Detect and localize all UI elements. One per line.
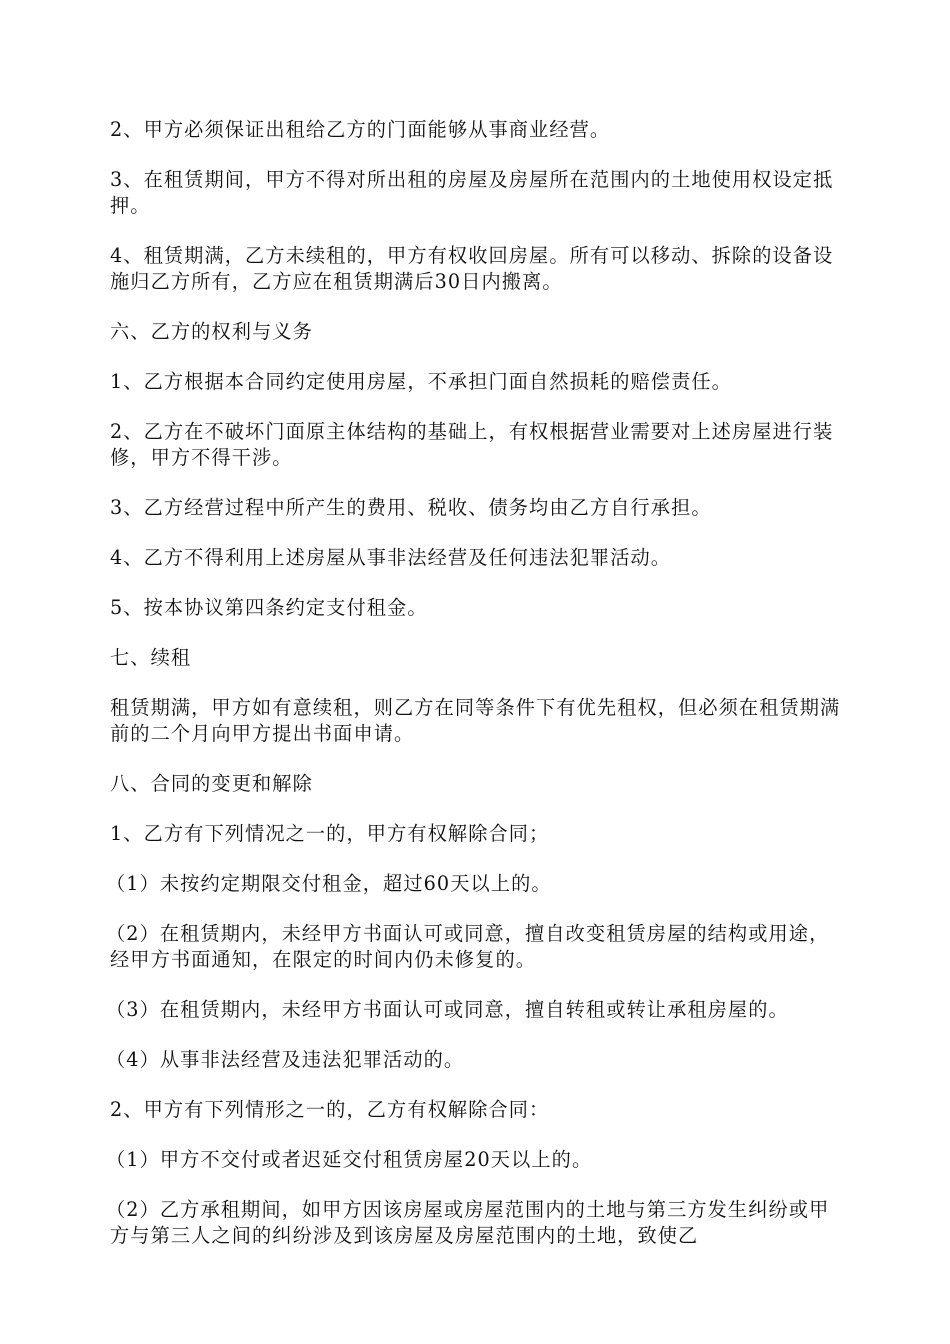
clause-8-1-sub-1: （1）未按约定期限交付租金，超过60天以上的。 — [106, 872, 552, 895]
clause-8-1-sub-2: （2）在租赁期内，未经甲方书面认可或同意，擅自改变租赁房屋的结构或用途，经甲方书面通知，在限定的时间内仍未修复的。 — [106, 922, 830, 971]
clause-7-text: 租赁期满，甲方如有意续租，则乙方在同等条件下有优先租权，但必须在租赁期满前的二个月向甲方提出书面申请。 — [110, 696, 841, 745]
clause-5-item-3: 3、在租赁期间，甲方不得对所出租的房屋及房屋所在范围内的土地使用权设定抵押。 — [110, 168, 834, 217]
section-heading-6: 六、乙方的权利与义务 — [110, 320, 313, 343]
section-heading-8: 八、合同的变更和解除 — [110, 772, 313, 795]
document-body — [106, 117, 845, 1273]
clause-6-item-5: 5、按本协议第四条约定支付租金。 — [110, 596, 428, 619]
clause-6-item-4: 4、乙方不得利用上述房屋从事非法经营及任何违法犯罪活动。 — [110, 546, 672, 569]
clause-8-1-sub-3: （3）在租赁期内，未经甲方书面认可或同意，擅自转租或转让承租房屋的。 — [106, 998, 789, 1021]
clause-6-item-2: 2、乙方在不破坏门面原主体结构的基础上，有权根据营业需要对上述房屋进行装修，甲方不得干涉。 — [110, 420, 834, 469]
clause-8-1-sub-4: （4）从事非法经营及违法犯罪活动的。 — [106, 1048, 465, 1071]
clause-8-2-sub-2: （2）乙方承租期间，如甲方因该房屋或房屋范围内的土地与第三方发生纠纷或甲方与第三人之间的纠纷涉及到该房屋及房屋范围内的土地，致使乙 — [106, 1198, 830, 1247]
clause-8-2-sub-1: （1）甲方不交付或者迟延交付租赁房屋20天以上的。 — [106, 1148, 593, 1171]
clause-5-item-4: 4、租赁期满，乙方未续租的，甲方有权收回房屋。所有可以移动、拆除的设备设施归乙方所有，乙方应在租赁期满后30日内搬离。 — [110, 244, 834, 293]
clause-6-item-3: 3、乙方经营过程中所产生的费用、税收、债务均由乙方自行承担。 — [110, 496, 712, 519]
clause-8-item-1: 1、乙方有下列情况之一的，甲方有权解除合同； — [110, 822, 550, 845]
clause-8-item-2: 2、甲方有下列情形之一的，乙方有权解除合同： — [110, 1098, 550, 1121]
clause-5-item-2: 2、甲方必须保证出租给乙方的门面能够从事商业经营。 — [110, 118, 611, 141]
section-heading-7: 七、续租 — [110, 646, 192, 669]
clause-6-item-1: 1、乙方根据本合同约定使用房屋，不承担门面自然损耗的赔偿责任。 — [110, 370, 732, 393]
